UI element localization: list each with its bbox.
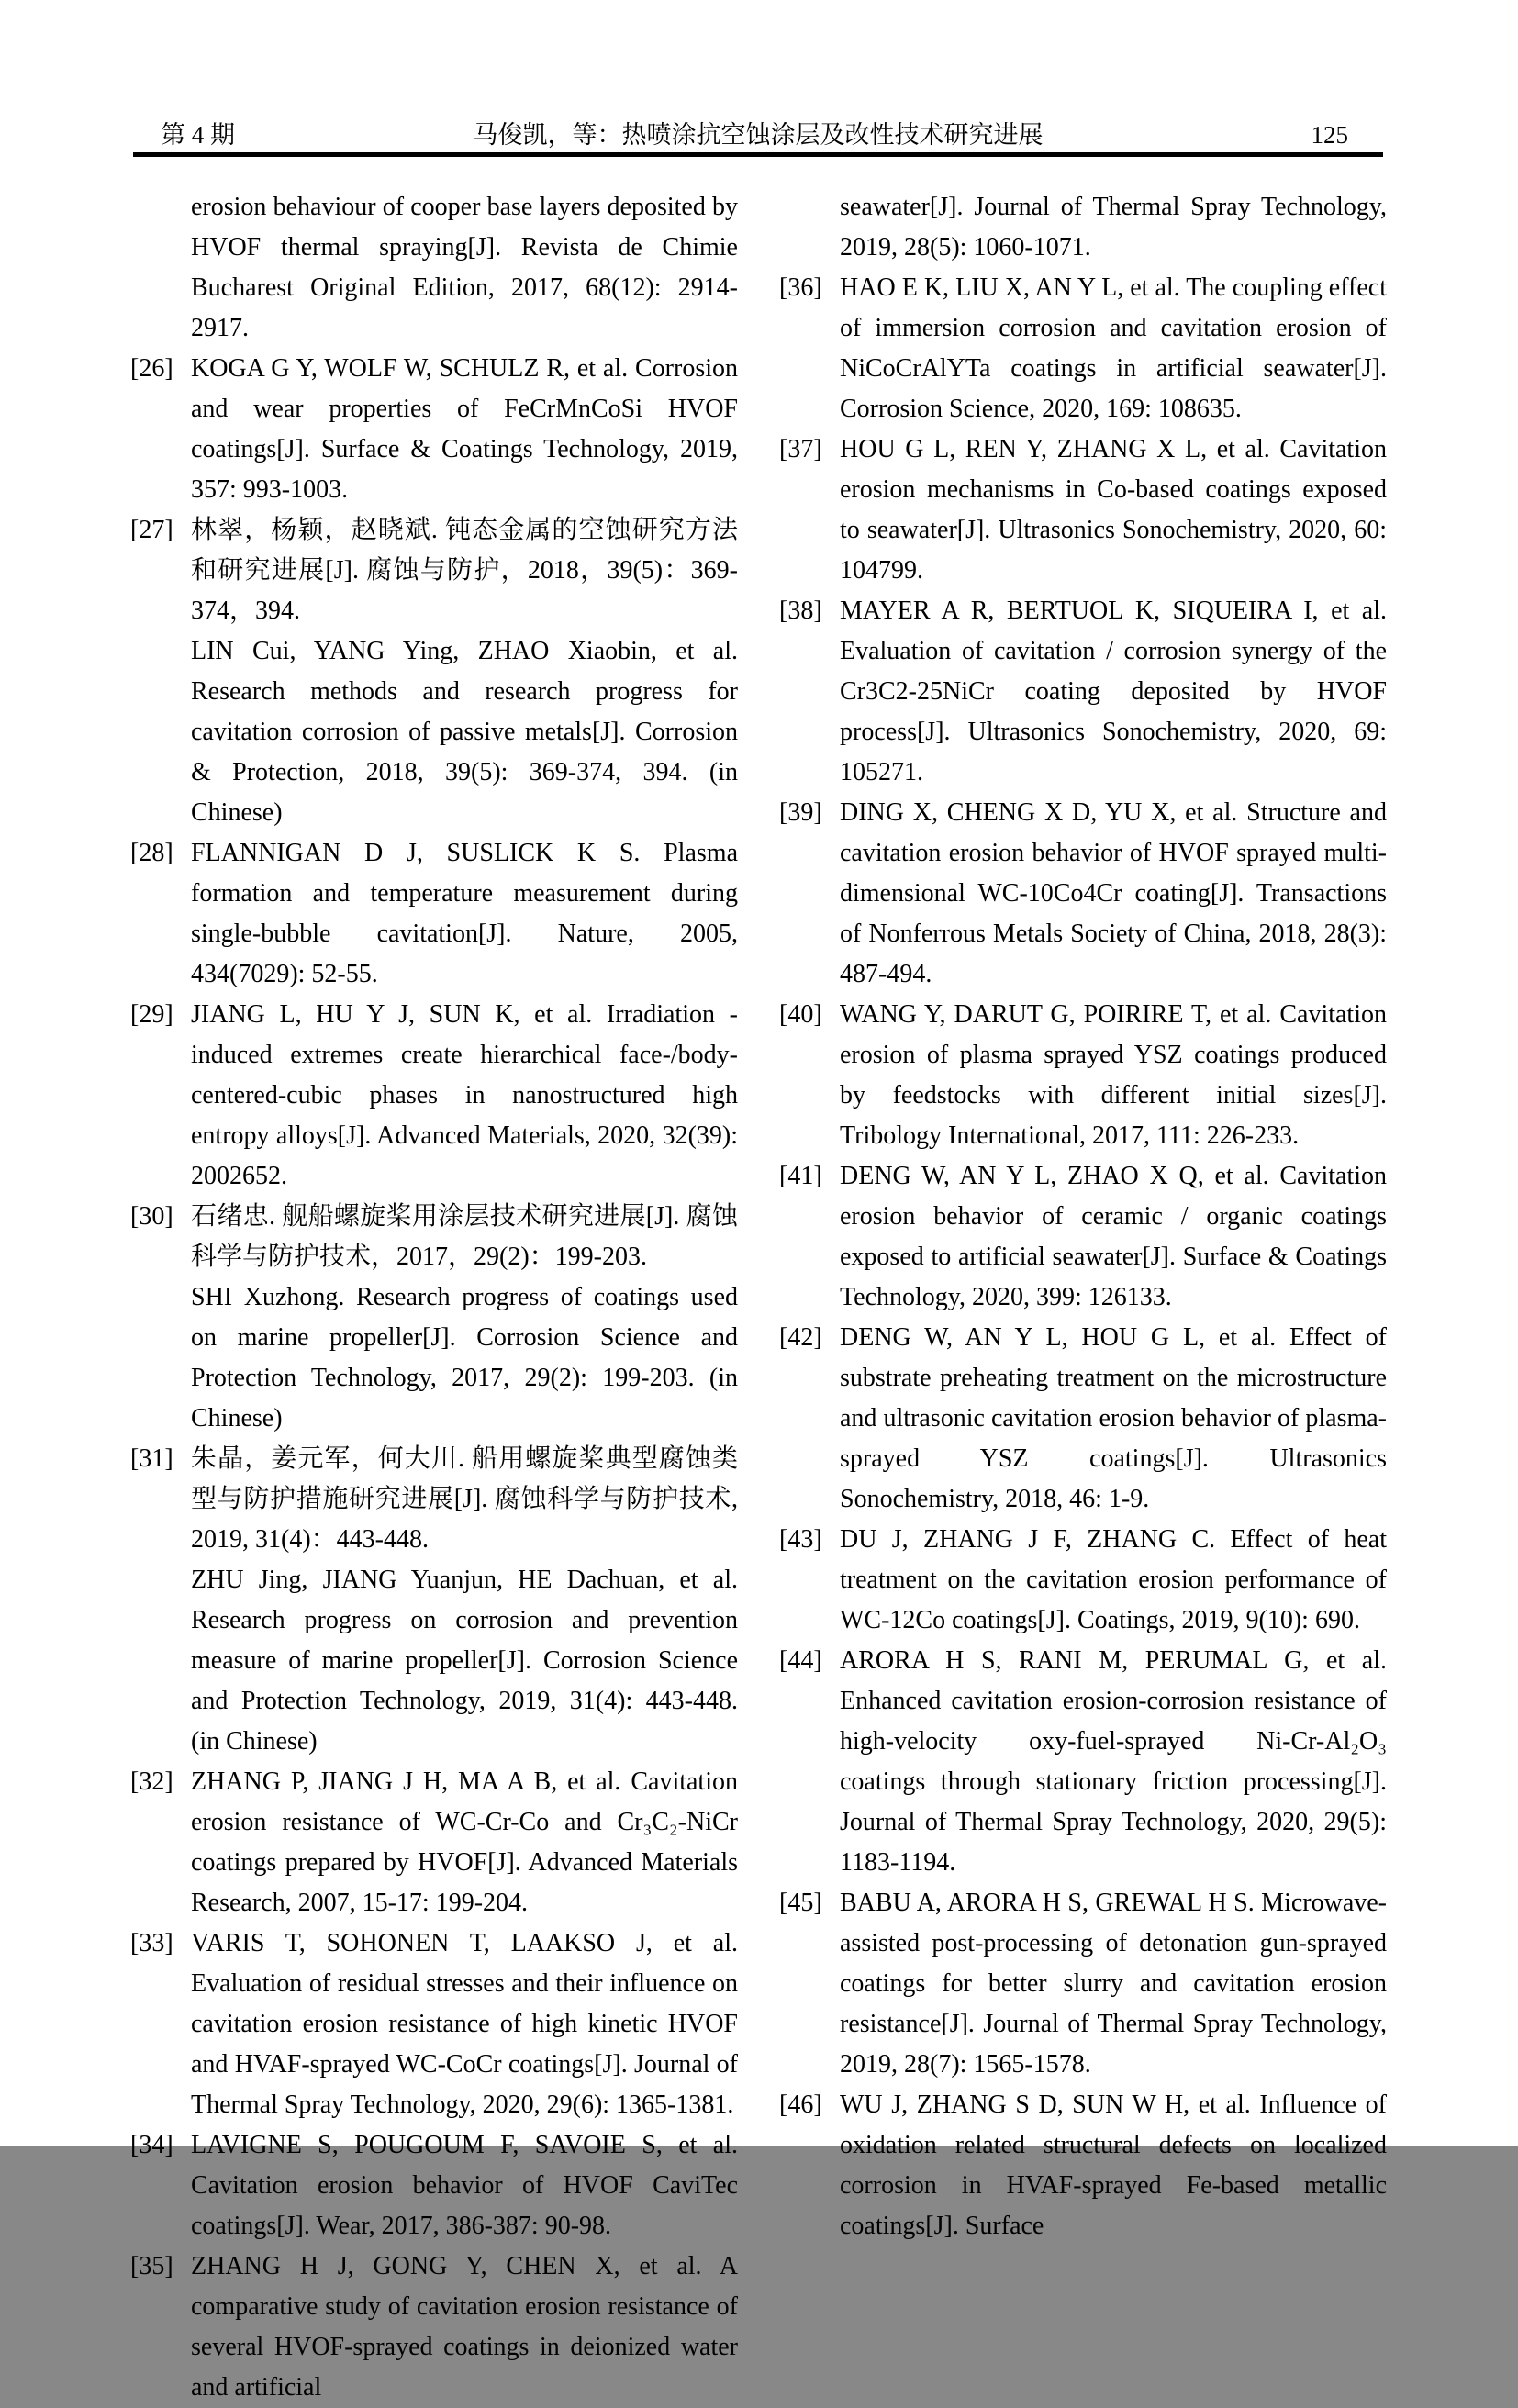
reference-label: [28]	[130, 839, 173, 867]
reference-item	[779, 1641, 1387, 1883]
running-title: 马俊凯，等：热喷涂抗空蚀涂层及改性技术研究进展	[473, 121, 1044, 149]
reference-text: KOGA G Y, WOLF W, SCHULZ R, et al. Corrosion and wear properties of FeCrMnCoSi HVOF coatings[J]. Surface & Coatings Technology, 2019, 357: 993-1003.	[191, 354, 738, 504]
reference-text: 林翠，杨颖，赵晓斌. 钝态金属的空蚀研究方法和研究进展[J]. 腐蚀与防护，2018，39(5)：369-374，394.	[191, 516, 738, 625]
reference-text: LIN Cui, YANG Ying, ZHAO Xiaobin, et al. Research methods and research progress for cavitation corrosion of passive metals[J]. Corrosion & Protection, 2018, 39(5): 369-374, 394. (in Chinese)	[191, 637, 738, 827]
reference-label: [36]	[779, 273, 822, 302]
reference-text: WU J, ZHANG S D, SUN W H, et al. Influence of oxidation related structural defects on localized corrosion in HVAF-sprayed Fe-based metallic coatings[J]. Surface	[840, 2090, 1387, 2240]
reference-label: [26]	[130, 354, 173, 383]
reference-text: 石绪忠. 舰船螺旋桨用涂层技术研究进展[J]. 腐蚀科学与防护技术，2017，29(2)：199-203.	[191, 1202, 738, 1271]
references-column-right	[779, 187, 1387, 2246]
reference-label: [44]	[779, 1646, 822, 1675]
reference-item	[130, 1439, 738, 1560]
reference-item	[130, 833, 738, 995]
reference-label: [45]	[779, 1889, 822, 1917]
reference-item	[130, 2125, 738, 2246]
reference-label: [43]	[779, 1525, 822, 1554]
reference-item	[779, 793, 1387, 995]
references-column-left	[130, 187, 738, 2408]
reference-text: DENG W, AN Y L, HOU G L, et al. Effect of substrate preheating treatment on the microstructure and ultrasonic cavitation erosion behavior of plasma-sprayed YSZ coatings[J]. Ultrasonics Sonochemistry, 2018, 46: 1-9.	[840, 1323, 1387, 1513]
reference-item	[779, 1156, 1387, 1318]
reference-text: SHI Xuzhong. Research progress of coatings used on marine propeller[J]. Corrosion Science and Protection Technology, 2017, 29(2): 199-203. (in Chinese)	[191, 1283, 738, 1433]
reference-continuation	[130, 631, 738, 833]
reference-continuation	[779, 187, 1387, 268]
page-number: 125	[1311, 121, 1348, 149]
reference-label: [30]	[130, 1202, 173, 1231]
reference-item	[779, 429, 1387, 591]
reference-label: [35]	[130, 2252, 173, 2280]
reference-label: [34]	[130, 2131, 173, 2159]
reference-item	[779, 1883, 1387, 2085]
reference-label: [39]	[779, 798, 822, 827]
reference-text: FLANNIGAN D J, SUSLICK K S. Plasma formation and temperature measurement during single-bubble cavitation[J]. Nature, 2005, 434(7029): 52-55.	[191, 839, 738, 988]
reference-text: VARIS T, SOHONEN T, LAAKSO J, et al. Evaluation of residual stresses and their influence on cavitation erosion resistance of high kinetic HVOF and HVAF-sprayed WC-CoCr coatings[J]. Journal of Thermal Spray Technology, 2020, 29(6): 1365-1381.	[191, 1929, 738, 2119]
reference-text: ZHU Jing, JIANG Yuanjun, HE Dachuan, et al. Research progress on corrosion and prevention measure of marine propeller[J]. Corrosion Science and Protection Technology, 2019, 31(4): 443-448. (in Chinese)	[191, 1566, 738, 1756]
reference-item	[130, 995, 738, 1197]
reference-text: DENG W, AN Y L, ZHAO X Q, et al. Cavitation erosion behavior of ceramic / organic coatings exposed to artificial seawater[J]. Surface & Coatings Technology, 2020, 399: 126133.	[840, 1162, 1387, 1311]
reference-item	[779, 995, 1387, 1156]
reference-text: 朱晶，姜元军，何大川. 船用螺旋桨典型腐蚀类型与防护措施研究进展[J]. 腐蚀科学与防护技术, 2019, 31(4)：443-448.	[191, 1444, 738, 1554]
reference-text: WANG Y, DARUT G, POIRIRE T, et al. Cavitation erosion of plasma sprayed YSZ coatings produced by feedstocks with different initial sizes[J]. Tribology International, 2017, 111: 226-233.	[840, 1000, 1387, 1150]
reference-item	[779, 268, 1387, 429]
reference-label: [46]	[779, 2090, 822, 2119]
reference-text: JIANG L, HU Y J, SUN K, et al. Irradiation - induced extremes create hierarchical face-/body-centered-cubic phases in nanostructured high entropy alloys[J]. Advanced Materials, 2020, 32(39): 2002652.	[191, 1000, 738, 1190]
reference-text: MAYER A R, BERTUOL K, SIQUEIRA I, et al. Evaluation of cavitation / corrosion synergy of the Cr3C2-25NiCr coating deposited by HVOF process[J]. Ultrasonics Sonochemistry, 2020, 69: 105271.	[840, 596, 1387, 786]
header-divider	[133, 152, 1383, 157]
reference-item	[779, 2085, 1387, 2246]
reference-label: [40]	[779, 1000, 822, 1029]
reference-continuation	[130, 1560, 738, 1762]
reference-text: erosion behaviour of cooper base layers deposited by HVOF thermal spraying[J]. Revista de Chimie Bucharest Original Edition, 2017, 68(12): 2914-2917.	[191, 193, 738, 342]
journal-issue-label: 第 4 期	[161, 121, 235, 149]
reference-label: [31]	[130, 1444, 173, 1473]
reference-item	[779, 1318, 1387, 1520]
reference-text: DING X, CHENG X D, YU X, et al. Structure and cavitation erosion behavior of HVOF sprayed multi-dimensional WC-10Co4Cr coating[J]. Transactions of Nonferrous Metals Society of China, 2018, 28(3): 487-494.	[840, 798, 1387, 988]
reference-label: [37]	[779, 435, 822, 463]
reference-label: [27]	[130, 516, 173, 544]
page-header	[133, 117, 1383, 152]
reference-item	[130, 2246, 738, 2408]
reference-label: [32]	[130, 1767, 173, 1796]
reference-text: ARORA H S, RANI M, PERUMAL G, et al. Enhanced cavitation erosion-corrosion resistance of high-velocity oxy-fuel-sprayed Ni-Cr-Al₂O₃ coatings through stationary friction processing[J]. Journal of Thermal Spray Technology, 2020, 29(5): 1183-1194.	[840, 1646, 1387, 1877]
reference-item	[779, 1520, 1387, 1641]
reference-text: HAO E K, LIU X, AN Y L, et al. The coupling effect of immersion corrosion and cavitation erosion of NiCoCrAlYTa coatings in artificial seawater[J]. Corrosion Science, 2020, 169: 108635.	[840, 273, 1387, 423]
reference-text: DU J, ZHANG J F, ZHANG C. Effect of heat treatment on the cavitation erosion performance of WC-12Co coatings[J]. Coatings, 2019, 9(10): 690.	[840, 1525, 1387, 1634]
reference-text: ZHANG P, JIANG J H, MA A B, et al. Cavitation erosion resistance of WC-Cr-Co and Cr₃C₂-NiCr coatings prepared by HVOF[J]. Advanced Materials Research, 2007, 15-17: 199-204.	[191, 1767, 738, 1917]
reference-item	[130, 1762, 738, 1923]
reference-item	[130, 1923, 738, 2125]
reference-label: [33]	[130, 1929, 173, 1957]
reference-item	[130, 1197, 738, 1277]
reference-label: [29]	[130, 1000, 173, 1029]
reference-text: seawater[J]. Journal of Thermal Spray Technology, 2019, 28(5): 1060-1071.	[840, 193, 1387, 262]
reference-continuation	[130, 1277, 738, 1439]
reference-continuation	[130, 187, 738, 349]
reference-text: BABU A, ARORA H S, GREWAL H S. Microwave-assisted post-processing of detonation gun-sprayed coatings for better slurry and cavitation erosion resistance[J]. Journal of Thermal Spray Technology, 2019, 28(7): 1565-1578.	[840, 1889, 1387, 2079]
reference-item	[130, 510, 738, 631]
reference-label: [38]	[779, 596, 822, 625]
reference-text: HOU G L, REN Y, ZHANG X L, et al. Cavitation erosion mechanisms in Co-based coatings exposed to seawater[J]. Ultrasonics Sonochemistry, 2020, 60: 104799.	[840, 435, 1387, 585]
reference-label: [42]	[779, 1323, 822, 1352]
reference-item	[779, 591, 1387, 793]
reference-text: LAVIGNE S, POUGOUM F, SAVOIE S, et al. Cavitation erosion behavior of HVOF CaviTec coatings[J]. Wear, 2017, 386-387: 90-98.	[191, 2131, 738, 2240]
reference-label: [41]	[779, 1162, 822, 1190]
reference-item	[130, 349, 738, 510]
reference-text: ZHANG H J, GONG Y, CHEN X, et al. A comparative study of cavitation erosion resistance of several HVOF-sprayed coatings in deionized water and artificial	[191, 2252, 738, 2402]
